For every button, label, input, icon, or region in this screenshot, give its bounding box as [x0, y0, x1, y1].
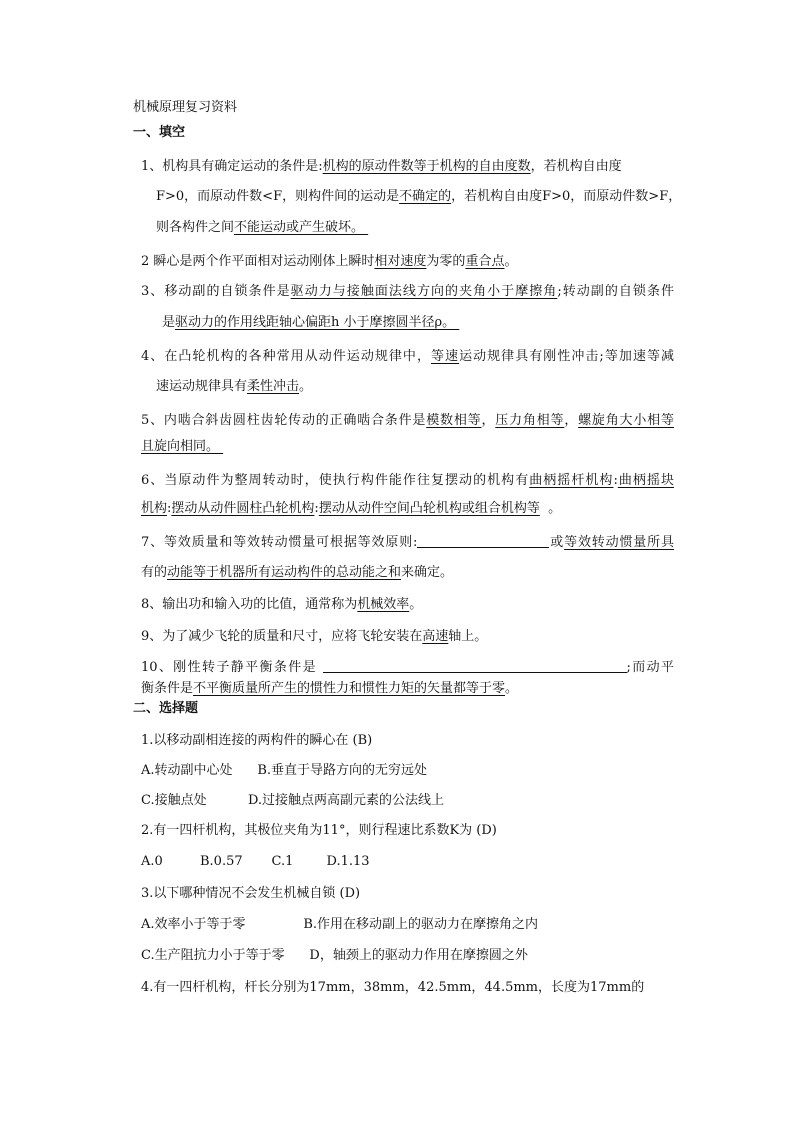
question-text: 速运动规律具有 [156, 379, 248, 394]
answer-text: 等速 [431, 349, 460, 364]
answer-text: 不平衡质量所产生的惯性力和惯性力矩的矢量都等于零 [193, 681, 506, 696]
fill-in-line [156, 188, 682, 206]
choice-question: 2.有一四杆机构，其极位夹角为11°，则行程速比系数K为 (D) [141, 823, 497, 838]
fill-in-line [156, 219, 368, 237]
fill-in-line [141, 472, 674, 490]
question-text: ，若机构自由度 [530, 159, 622, 174]
answer-text: 模数相等 [426, 413, 482, 428]
question-text: ， [564, 413, 579, 428]
answer-text: 动能等于机器所有运动构件的总动能之和 [167, 565, 402, 580]
answer-text: 等效转动惯量所具 [564, 535, 674, 550]
question-text: 轴上。 [448, 629, 488, 644]
answer-text: 曲柄摇块 [617, 473, 674, 488]
answer-text: 不确定的 [399, 189, 452, 204]
answer-text: 机械效率 [357, 597, 410, 612]
question-text: ， [481, 413, 496, 428]
answer-text: 摆动从动件空间凸轮机构或组合机构等 [318, 501, 540, 516]
fill-in-line [141, 596, 422, 614]
question-text: ;而动平 [626, 660, 674, 675]
question-text: 。 [504, 254, 518, 269]
question-text: 8、输出功和输入功的比值，通常称为 [141, 597, 358, 612]
question-text: 有的 [141, 565, 168, 580]
fill-in-line [141, 158, 622, 176]
answer-blank [323, 658, 627, 673]
section-heading-multiple-choice: 二、选择题 [133, 701, 199, 716]
choice-options: A.0 B.0.57 C.1 D.1.13 [141, 854, 370, 869]
question-text: 9、为了减少飞轮的质量和尺寸，应将飞轮安装在 [141, 629, 423, 644]
answer-text: 螺旋角大小相等 [578, 413, 674, 428]
choice-question: 3.以下哪种情况不会发生机械自锁 (D) [141, 886, 361, 901]
fill-in-line [141, 438, 223, 456]
answer-text: 高速 [422, 629, 449, 644]
question-text: ;转动副的自锁条件 [557, 284, 674, 299]
fill-in-line [141, 680, 518, 698]
answer-text: 柔性冲击 [247, 379, 300, 394]
question-text: 7、等效质量和等效转动惯量可根据等效原则: [141, 535, 418, 550]
answer-text: 不能运动或产生破坏。 [234, 220, 369, 235]
question-text: 。 [539, 501, 562, 516]
answer-text: 机构的原动件数等于机构的自由度数 [322, 159, 531, 174]
choice-question: 4.有一四杆机构，杆长分别为17mm，38mm，42.5mm，44.5mm，长度为17mm的 [141, 980, 645, 995]
question-text: 。 [299, 379, 313, 394]
answer-blank [417, 533, 549, 548]
document-title: 机械原理复习资料 [133, 100, 238, 115]
fill-in-line [162, 314, 459, 332]
answer-text: 驱动力与接触面法线方向的夹角小于摩擦角 [290, 284, 558, 299]
question-text: 6、当原动件为整周转动时，使执行构件能作往复摆动的机构有 [141, 473, 530, 488]
answer-text: 机构 [141, 501, 168, 516]
question-text: 。 [505, 681, 519, 696]
fill-in-line [141, 658, 674, 676]
answer-text: 且旋向相同。 [141, 439, 224, 454]
question-text: ，若机构自由度F>0，而原动件数>F， [451, 189, 682, 204]
fill-in-line [141, 533, 674, 551]
fill-in-line [141, 628, 487, 646]
question-text: 4、在凸轮机构的各种常用从动件运动规律中， [141, 349, 431, 364]
question-text: 2 瞬心是两个作平面相对运动刚体上瞬时 [141, 254, 375, 269]
question-text: 1、机构具有确定运动的条件是: [141, 159, 323, 174]
choice-options: C.生产阻抗力小于等于零 D，轴颈上的驱动力作用在摩擦圆之外 [141, 948, 528, 963]
question-text: 5、内啮合斜齿圆柱齿轮传动的正确啮合条件是 [141, 413, 427, 428]
question-text: 为零的 [426, 254, 466, 269]
question-text: 运动规律具有刚性冲击;等加速等减 [459, 349, 674, 364]
answer-text: 驱动力的作用线距轴心偏距h 小于摩擦圆半径ρ。 [175, 315, 460, 330]
question-text: : [167, 501, 172, 516]
question-text: : [613, 473, 618, 488]
choice-options: C.接触点处 D.过接触点两高副元素的公法线上 [141, 793, 445, 808]
question-text: 。 [409, 597, 423, 612]
question-text: 3、移动副的自锁条件是 [141, 284, 291, 299]
choice-options: A.效率小于等于零 B.作用在移动副上的驱动力在摩擦角之内 [141, 917, 539, 932]
answer-text: 重合点 [465, 254, 505, 269]
answer-text: 相对速度 [374, 254, 427, 269]
question-text: 衡条件是 [141, 681, 194, 696]
section-heading-fill-in: 一、填空 [133, 125, 186, 140]
fill-in-line [141, 283, 674, 301]
fill-in-line [156, 378, 312, 396]
fill-in-line [141, 564, 453, 582]
question-text: : [314, 501, 319, 516]
question-text: 则各构件之间 [156, 220, 235, 235]
question-text: 来确定。 [401, 565, 454, 580]
fill-in-line [141, 253, 517, 271]
question-text: 或 [549, 535, 565, 550]
question-text: 10、刚性转子静平衡条件是 [141, 660, 323, 675]
answer-text: 摆动从动件圆柱凸轮机构 [171, 501, 315, 516]
choice-options: A.转动副中心处 B.垂直于导路方向的无穷远处 [141, 763, 428, 778]
question-text: F>0，而原动件数<F，则构件间的运动是 [156, 189, 400, 204]
fill-in-line [141, 500, 561, 518]
choice-question: 1.以移动副相连接的两构件的瞬心在 (B) [141, 733, 373, 748]
fill-in-line [141, 412, 674, 430]
fill-in-line [141, 348, 674, 366]
question-text: 是 [162, 315, 176, 330]
answer-text: 曲柄摇杆机构 [529, 473, 614, 488]
answer-text: 压力角相等 [495, 413, 565, 428]
